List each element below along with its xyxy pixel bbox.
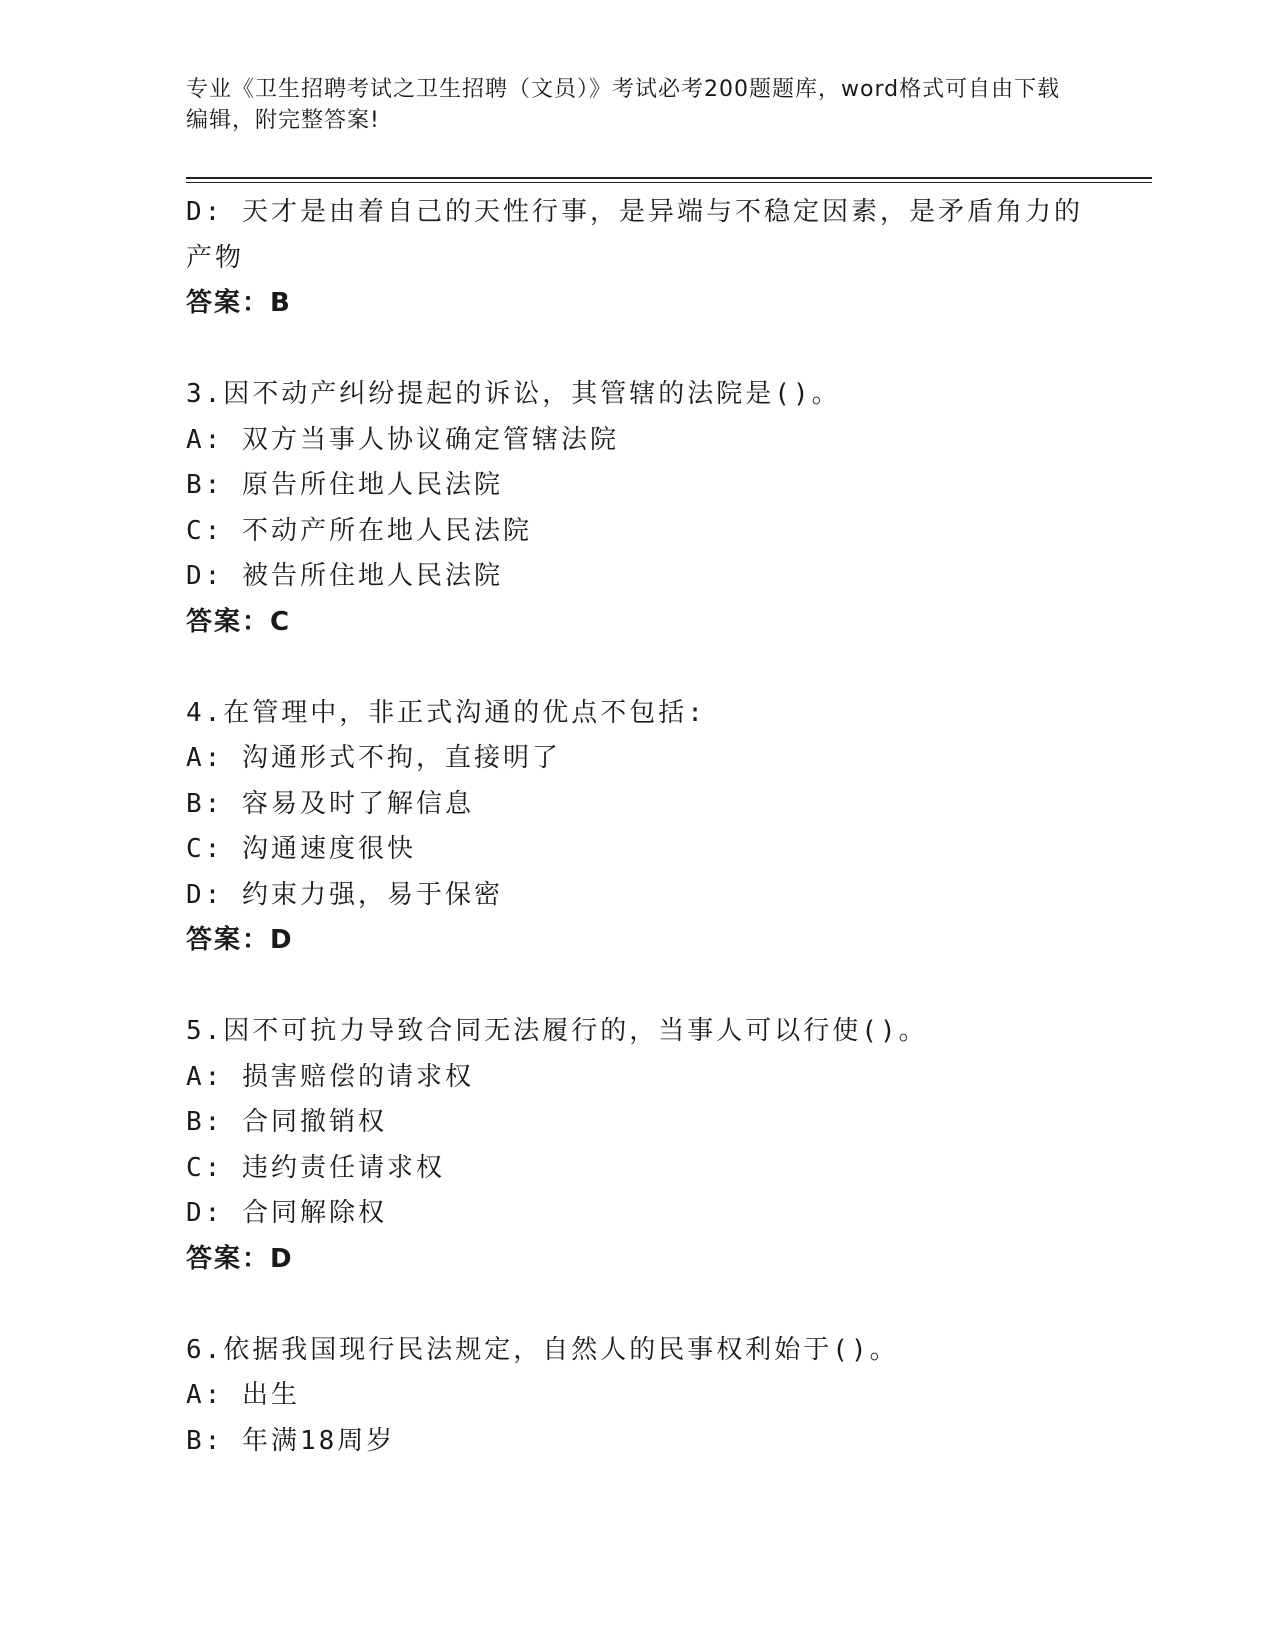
option-a: A: 双方当事人协议确定管辖法院 bbox=[186, 424, 619, 455]
option-a: A: 出生 bbox=[186, 1380, 300, 1410]
spacer bbox=[186, 1282, 1086, 1328]
answer-q2: 答案：B bbox=[186, 288, 292, 318]
spacer bbox=[186, 327, 1086, 373]
option-d-line2: 产物 bbox=[186, 242, 245, 273]
option-b: B: 年满18周岁 bbox=[186, 1425, 396, 1456]
option-b: B: 容易及时了解信息 bbox=[186, 788, 474, 819]
option-b: B: 合同撤销权 bbox=[186, 1107, 387, 1137]
spacer bbox=[186, 964, 1086, 1010]
option-c: C: 不动产所在地人民法院 bbox=[186, 515, 532, 546]
option-d: D: 合同解除权 bbox=[186, 1198, 387, 1228]
spacer bbox=[186, 645, 1086, 691]
option-b: B: 原告所住地人民法院 bbox=[186, 470, 503, 500]
question-stem-3: 3.因不动产纠纷提起的诉讼，其管辖的法院是()。 bbox=[186, 379, 841, 409]
option-d-line1: D: 天才是由着自己的天性行事，是异端与不稳定因素，是矛盾角力的 bbox=[186, 197, 1083, 227]
question-stem-4: 4.在管理中，非正式沟通的优点不包括: bbox=[186, 697, 706, 728]
option-d: D: 约束力强，易于保密 bbox=[186, 879, 503, 910]
option-c: C: 违约责任请求权 bbox=[186, 1152, 445, 1183]
option-d: D: 被告所住地人民法院 bbox=[186, 561, 503, 591]
answer-q3: 答案：C bbox=[186, 606, 292, 637]
answer-q5: 答案：D bbox=[186, 1243, 294, 1274]
option-c: C: 沟通速度很快 bbox=[186, 834, 416, 864]
question-stem-5: 5.因不可抗力导致合同无法履行的，当事人可以行使()。 bbox=[186, 1016, 928, 1046]
question-stem-6: 6.依据我国现行民法规定，自然人的民事权利始于()。 bbox=[186, 1334, 899, 1365]
header-divider-thick bbox=[186, 177, 1152, 179]
question-list bbox=[186, 190, 1086, 1464]
header-divider-thin bbox=[186, 182, 1152, 183]
document-intro: 专业《卫生招聘考试之卫生招聘（文员）》考试必考200题题库，word格式可自由下载编辑，附完整答案! bbox=[186, 77, 1061, 133]
answer-q4: 答案：D bbox=[186, 925, 294, 955]
option-a: A: 损害赔偿的请求权 bbox=[186, 1061, 474, 1092]
option-a: A: 沟通形式不拘，直接明了 bbox=[186, 743, 561, 773]
